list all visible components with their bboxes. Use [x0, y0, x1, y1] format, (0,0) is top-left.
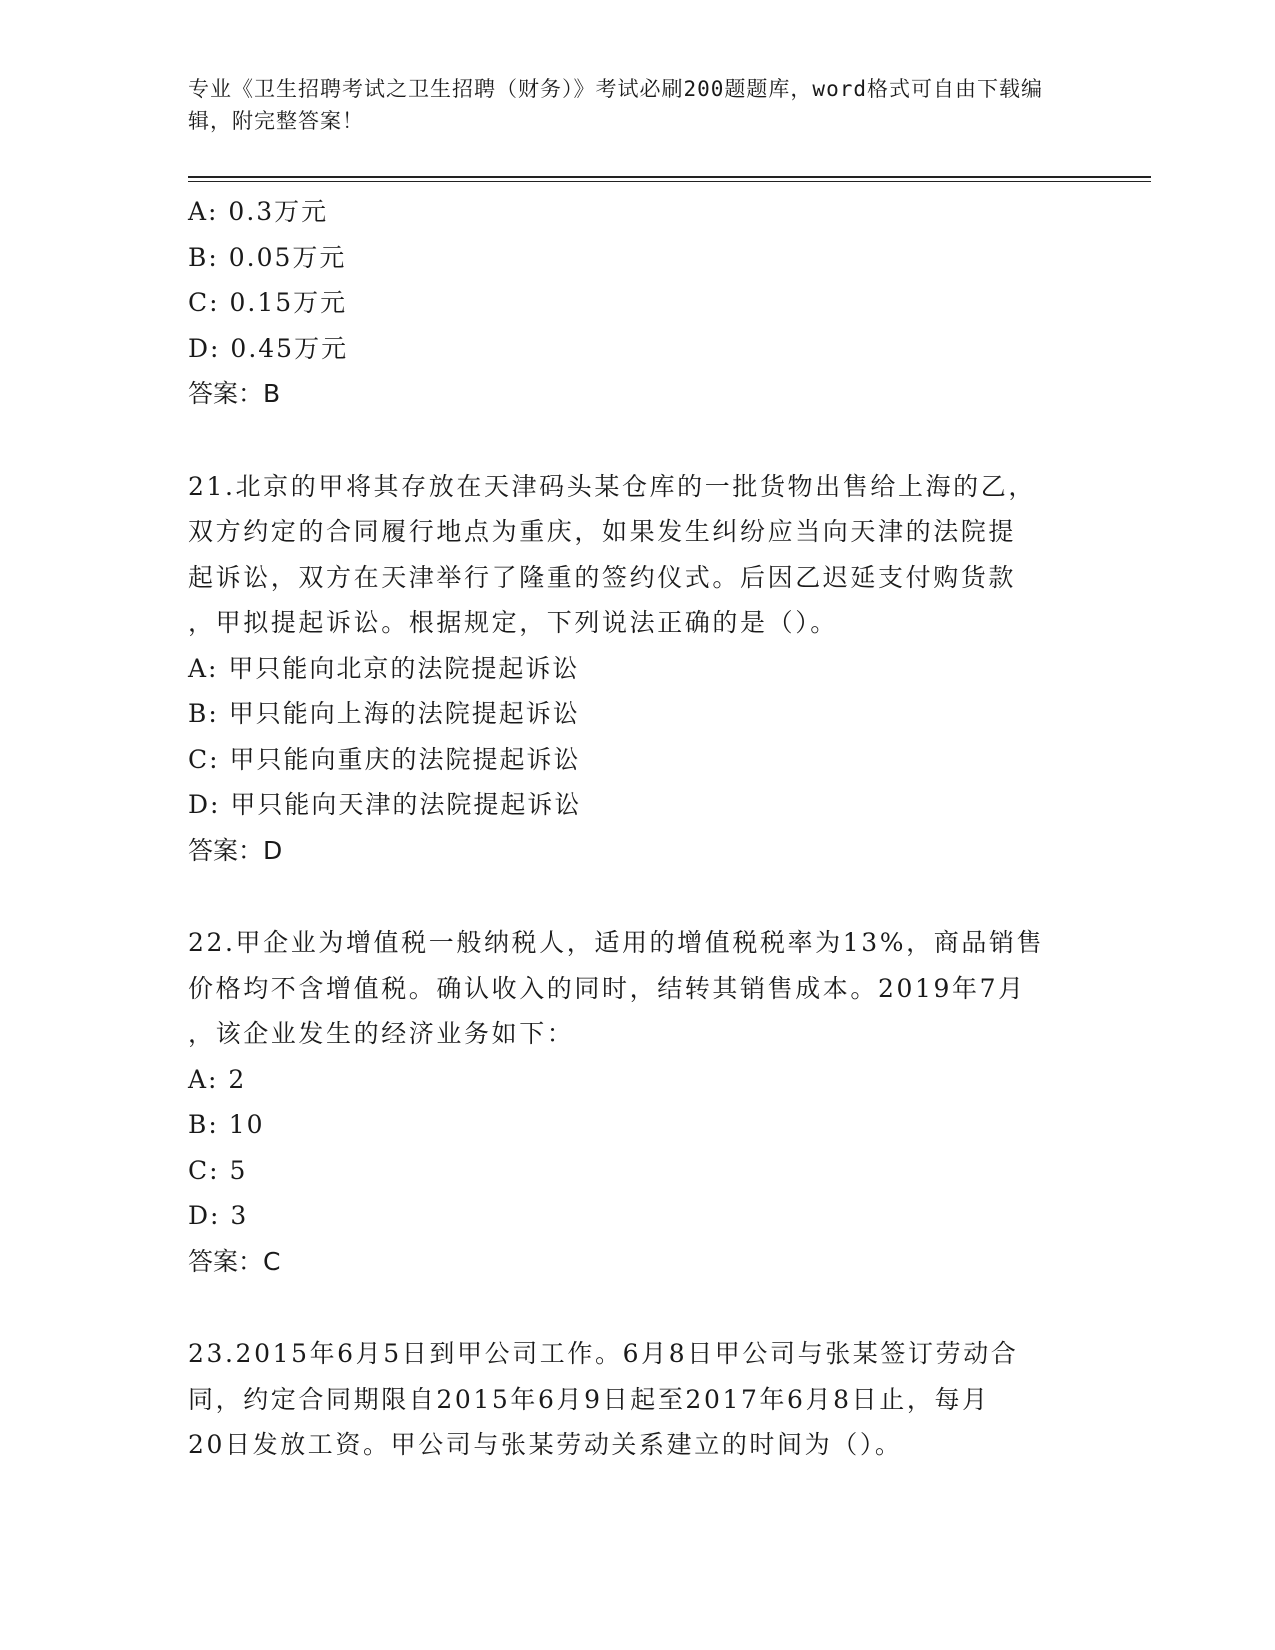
question-22 [188, 920, 1068, 1284]
option-b: B: 甲只能向上海的法院提起诉讼 [188, 699, 580, 728]
question-stem-line: 22.甲企业为增值税一般纳税人，适用的增值税税率为13%，商品销售 [188, 928, 1045, 957]
option-d: D: 0.45万元 [188, 333, 349, 363]
header-divider-thin [188, 181, 1151, 182]
option-c: C: 5 [188, 1155, 248, 1185]
question-stem-line: 价格均不含增值税。确认收入的同时，结转其销售成本。2019年7月 [188, 973, 1026, 1003]
option-c: C: 甲只能向重庆的法院提起诉讼 [188, 744, 581, 774]
document-header: 专业《卫生招聘考试之卫生招聘（财务）》考试必刷200题题库，word格式可自由下载编辑，附完整答案！ [188, 77, 1043, 133]
option-a: A: 0.3万元 [188, 197, 329, 226]
option-c: C: 0.15万元 [188, 288, 348, 317]
question-23 [188, 1331, 1068, 1468]
option-b: B: 0.05万元 [188, 242, 347, 272]
option-d: D: 3 [188, 1201, 249, 1230]
answer-line: 答案：B [188, 379, 281, 408]
question-stem-line: ，甲拟提起诉讼。根据规定，下列说法正确的是（）。 [188, 608, 838, 637]
answer-line: 答案：D [188, 835, 283, 865]
option-a: A: 2 [188, 1064, 247, 1094]
question-stem-line: 起诉讼，双方在天津举行了隆重的签约仪式。后因乙迟延支付购货款 [188, 562, 1017, 592]
question-stem-line: 双方约定的合同履行地点为重庆，如果发生纠纷应当向天津的法院提 [188, 517, 1017, 546]
header-divider-thick [188, 176, 1151, 178]
question-content [188, 189, 1068, 1468]
question-stem-line: 20日发放工资。甲公司与张某劳动关系建立的时间为（）。 [188, 1430, 903, 1459]
question-stem-line: 同，约定合同期限自2015年6月9日起至2017年6月8日止，每月 [188, 1384, 990, 1414]
previous-question-tail [188, 189, 1068, 417]
option-a: A: 甲只能向北京的法院提起诉讼 [188, 653, 580, 683]
answer-line: 答案：C [188, 1246, 281, 1276]
option-b: B: 10 [188, 1110, 265, 1139]
question-stem-line: 21.北京的甲将其存放在天津码头某仓库的一批货物出售给上海的乙， [188, 471, 1036, 501]
question-stem-line: 23.2015年6月5日到甲公司工作。6月8日甲公司与张某签订劳动合 [188, 1339, 1019, 1368]
question-21 [188, 464, 1068, 874]
option-d: D: 甲只能向天津的法院提起诉讼 [188, 790, 582, 819]
question-stem-line: ，该企业发生的经济业务如下： [188, 1019, 575, 1048]
